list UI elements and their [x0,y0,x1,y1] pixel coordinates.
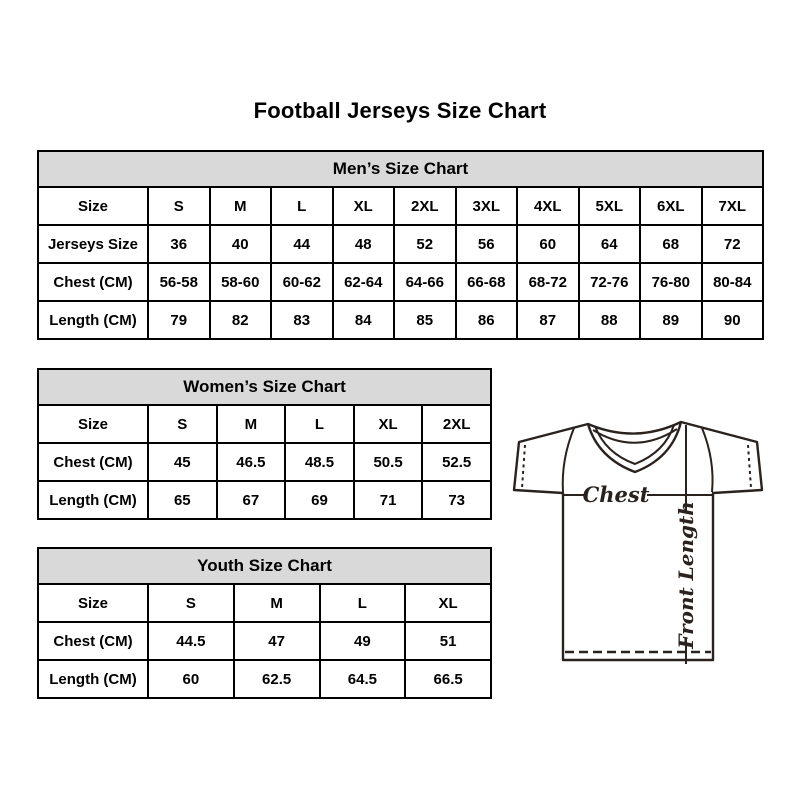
table-header-row [38,548,491,584]
row-label-cell: Size [38,187,148,225]
row-label-cell: Size [38,405,148,443]
value-cell: 4XL [517,187,579,225]
value-cell: 3XL [456,187,518,225]
table-row [38,622,491,660]
table-row [38,263,763,301]
value-cell: 47 [234,622,320,660]
table-row [38,443,491,481]
value-cell: 7XL [702,187,764,225]
row-label-cell: Length (CM) [38,301,148,339]
value-cell: S [148,405,217,443]
mens-table-header: Men’s Size Chart [38,151,763,187]
value-cell: 2XL [394,187,456,225]
value-cell: 76-80 [640,263,702,301]
value-cell: 68 [640,225,702,263]
value-cell: 85 [394,301,456,339]
value-cell: 2XL [422,405,491,443]
table-row [38,660,491,698]
value-cell: 50.5 [354,443,423,481]
value-cell: 71 [354,481,423,519]
value-cell: 60-62 [271,263,333,301]
value-cell: S [148,187,210,225]
value-cell: 60 [148,660,234,698]
value-cell: 90 [702,301,764,339]
value-cell: 87 [517,301,579,339]
value-cell: XL [405,584,491,622]
value-cell: 5XL [579,187,641,225]
womens-size-table [37,368,492,520]
jersey-outline [514,422,762,660]
value-cell: 52.5 [422,443,491,481]
value-cell: M [234,584,320,622]
jersey-measurement-diagram [495,400,775,690]
value-cell: 80-84 [702,263,764,301]
table-row [38,301,763,339]
value-cell: 44 [271,225,333,263]
row-label-cell: Length (CM) [38,481,148,519]
value-cell: 79 [148,301,210,339]
value-cell: 45 [148,443,217,481]
value-cell: L [285,405,354,443]
value-cell: 64.5 [320,660,406,698]
value-cell: 62-64 [333,263,395,301]
table-header-row [38,151,763,187]
mens-size-table [37,150,764,340]
value-cell: 49 [320,622,406,660]
value-cell: M [217,405,286,443]
womens-table-header: Women’s Size Chart [38,369,491,405]
value-cell: 62.5 [234,660,320,698]
youth-table-header: Youth Size Chart [38,548,491,584]
value-cell: 60 [517,225,579,263]
value-cell: 88 [579,301,641,339]
row-label-cell: Size [38,584,148,622]
value-cell: 6XL [640,187,702,225]
value-cell: 69 [285,481,354,519]
table-row [38,481,491,519]
mens-table-body [38,187,763,339]
value-cell: 67 [217,481,286,519]
table-row [38,405,491,443]
value-cell: 56 [456,225,518,263]
value-cell: S [148,584,234,622]
value-cell: 52 [394,225,456,263]
row-label-cell: Jerseys Size [38,225,148,263]
value-cell: 36 [148,225,210,263]
value-cell: 68-72 [517,263,579,301]
table-row [38,225,763,263]
value-cell: 66-68 [456,263,518,301]
value-cell: 72-76 [579,263,641,301]
front-length-label: Front Length [674,501,698,649]
value-cell: 46.5 [217,443,286,481]
value-cell: XL [333,187,395,225]
value-cell: 40 [210,225,272,263]
table-row [38,584,491,622]
row-label-cell: Chest (CM) [38,263,148,301]
value-cell: 51 [405,622,491,660]
womens-table-body [38,405,491,519]
table-row [38,187,763,225]
value-cell: 89 [640,301,702,339]
table-header-row [38,369,491,405]
value-cell: 58-60 [210,263,272,301]
value-cell: M [210,187,272,225]
value-cell: 82 [210,301,272,339]
value-cell: 86 [456,301,518,339]
youth-table-body [38,584,491,698]
value-cell: 83 [271,301,333,339]
value-cell: 48.5 [285,443,354,481]
value-cell: 64 [579,225,641,263]
value-cell: 73 [422,481,491,519]
chest-label: Chest [582,482,650,507]
value-cell: 56-58 [148,263,210,301]
value-cell: XL [354,405,423,443]
row-label-cell: Chest (CM) [38,443,148,481]
page-title: Football Jerseys Size Chart [253,98,547,123]
value-cell: 48 [333,225,395,263]
value-cell: 84 [333,301,395,339]
value-cell: L [320,584,406,622]
value-cell: 66.5 [405,660,491,698]
row-label-cell: Length (CM) [38,660,148,698]
value-cell: 65 [148,481,217,519]
value-cell: 44.5 [148,622,234,660]
youth-size-table [37,547,492,699]
value-cell: 72 [702,225,764,263]
value-cell: 64-66 [394,263,456,301]
row-label-cell: Chest (CM) [38,622,148,660]
value-cell: L [271,187,333,225]
